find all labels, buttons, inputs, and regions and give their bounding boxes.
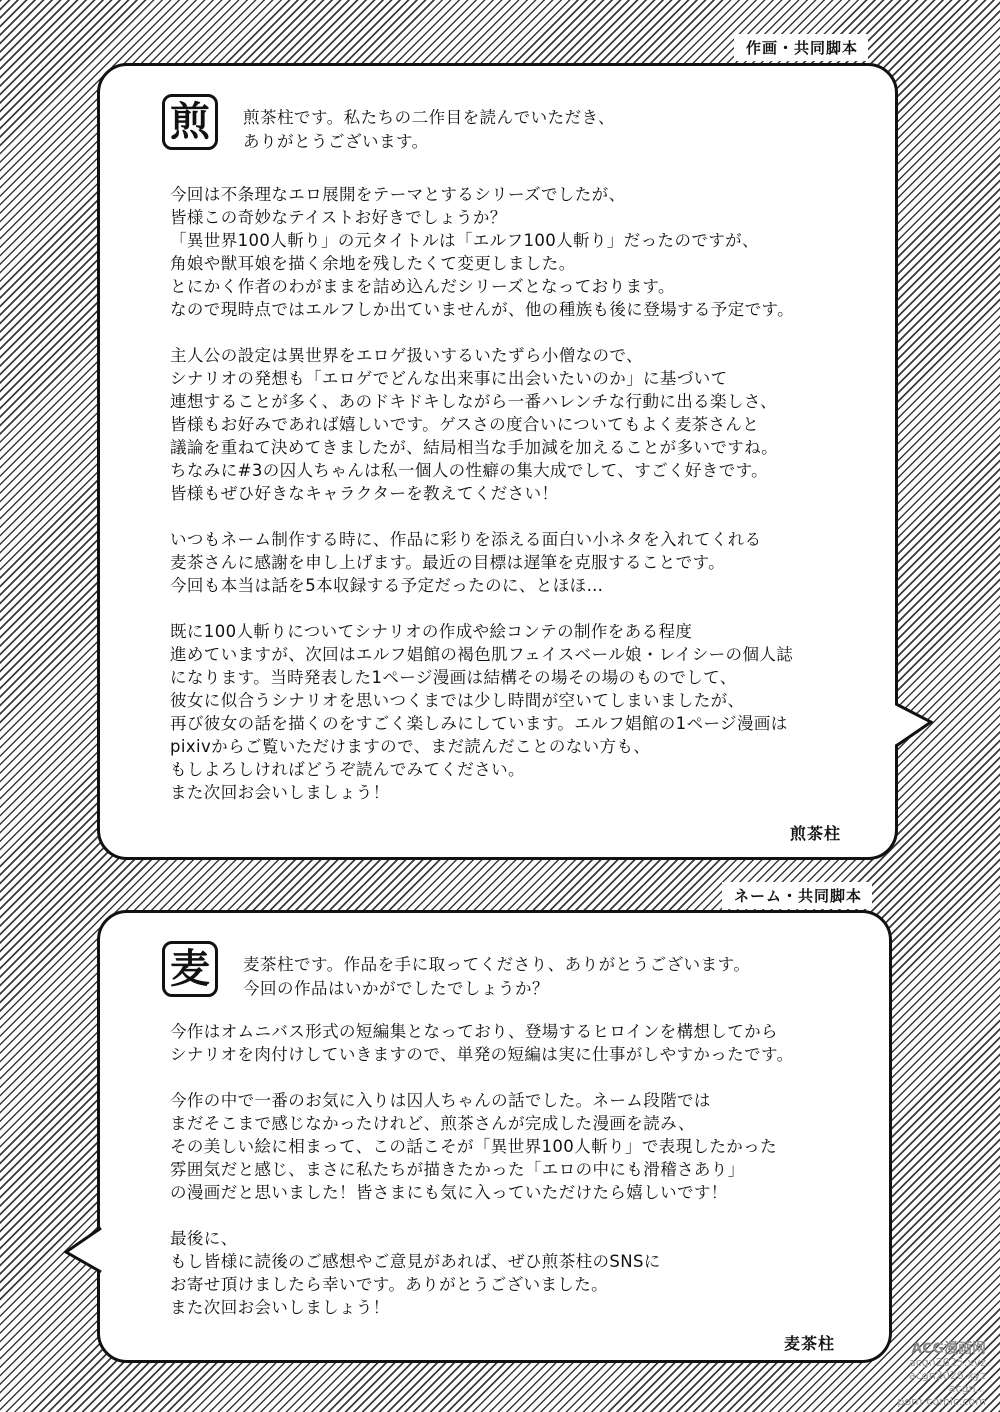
text-line: になります。当時発表した1ページ漫画は結構その場その場のものでして、 — [170, 668, 737, 687]
watermark-line: acgn2025.xyz — [908, 1356, 986, 1369]
text-line: 再び彼女の話を描くのをすごく楽しみにしています。エルフ娼館の1ページ漫画は — [170, 714, 788, 733]
text-line: また次回お会いしましょう！ — [170, 783, 390, 802]
text-line: 麦茶さんに感謝を申し上げます。最近の目標は遅筆を克服することです。 — [170, 553, 726, 572]
bottom-paragraph-1 — [170, 1020, 794, 1066]
text-line: また次回お会いしましょう！ — [170, 1298, 390, 1317]
text-line: もしよろしければどうぞ読んでみてください。 — [170, 760, 525, 779]
watermark-line: acgn... — [948, 1382, 986, 1395]
text-line: いつもネーム制作する時に、作品に彩りを添える面白い小ネタを入れてくれる — [170, 530, 762, 549]
bottom-paragraph-2 — [170, 1089, 794, 1204]
watermark-line: acgn2026.xyz — [908, 1369, 986, 1382]
text-line: 既に100人斬りについてシナリオの作成や絵コンテの制作をある程度 — [170, 622, 693, 641]
text-line: まだそこまで感じなかったけれど、煎茶さんが完成した漫画を読み、 — [170, 1114, 695, 1133]
text-line: ちなみに#3の囚人ちゃんは私一個人の性癖の集大成でして、すごく好きです。 — [170, 461, 769, 480]
bottom-speech-bubble — [97, 910, 892, 1363]
bottom-intro-line: 今回の作品はいかがでしたでしょうか？ — [243, 979, 549, 998]
top-bubble-tail — [893, 702, 935, 750]
text-line: 今回も本当は話を5本収録する予定だったのに、とほほ… — [170, 576, 604, 595]
top-intro-line: ありがとうございます。 — [243, 132, 429, 151]
text-line: 議論を重ねて決めてきましたが、結局相当な手加減を加えることが多いですね。 — [170, 438, 778, 457]
bottom-bubble-tail — [62, 1226, 104, 1274]
text-line: 今回は不条理なエロ展開をテーマとするシリーズでしたが、 — [170, 185, 626, 204]
bottom-paragraph-3 — [170, 1227, 794, 1319]
top-body — [170, 183, 794, 827]
top-section-label: 作画・共同脚本 — [734, 34, 868, 61]
bottom-section-label: ネーム・共同脚本 — [722, 882, 872, 909]
text-line: お寄せ頂けましたら幸いです。ありがとうございました。 — [170, 1275, 609, 1294]
top-paragraph-3 — [170, 528, 794, 597]
text-line: 進めていますが、次回はエルフ娼館の褐色肌フェイスベール娘・レイシーの個人誌 — [170, 645, 794, 664]
bottom-intro — [243, 953, 750, 1001]
text-line: 今作はオムニバス形式の短編集となっており、登場するヒロインを構想してから — [170, 1022, 778, 1041]
text-line: 角娘や獣耳娘を描く余地を残したくて変更しました。 — [170, 254, 576, 273]
text-line: その美しい絵に相まって、この話こそが「異世界100人斬り」で表現したかった — [170, 1137, 777, 1156]
top-paragraph-2 — [170, 344, 794, 505]
bottom-body — [170, 1020, 794, 1342]
bottom-signature: 麦茶柱 — [783, 1334, 835, 1353]
top-speech-bubble — [97, 63, 898, 860]
watermark-line: porn-comic.com — [897, 1395, 986, 1408]
top-intro — [243, 106, 615, 154]
text-line: 皆様もぜひ好きなキャラクターを教えてください！ — [170, 484, 559, 503]
text-line: 彼女に似合うシナリオを思いつくまでは少し時間が空いてしまいましたが、 — [170, 691, 745, 710]
text-line: 最後に、 — [170, 1229, 238, 1248]
text-line: の漫画だと思いました！皆さまにも気に入っていただけたら嬉しいです！ — [170, 1183, 728, 1202]
bottom-author-avatar-glyph: 麦 — [170, 946, 210, 992]
text-line: pixivからご覧いただけますので、まだ読んだことのない方も、 — [170, 737, 651, 756]
top-author-avatar — [162, 94, 218, 150]
site-watermark — [876, 1343, 986, 1408]
text-line: 連想することが多く、あのドキドキしながら一番ハレンチな行動に出る楽しさ、 — [170, 392, 777, 411]
text-line: もし皆様に読後のご感想やご意見があれば、ぜひ煎茶柱のSNSに — [170, 1252, 661, 1271]
text-line: なので現時点ではエルフしか出ていませんが、他の種族も後に登場する予定です。 — [170, 300, 794, 319]
text-line: シナリオの発想も「エロゲでどんな出来事に出会いたいのか」に基づいて — [170, 369, 728, 388]
text-line: 皆様この奇妙なテイストお好きでしょうか？ — [170, 208, 507, 227]
text-line: シナリオを肉付けしていきますので、単発の短編は実に仕事がしやすかったです。 — [170, 1045, 794, 1064]
bottom-intro-line: 麦茶柱です。作品を手に取ってくださり、ありがとうございます。 — [243, 955, 751, 974]
watermark-logo: ACG漫画网 — [911, 1341, 986, 1357]
top-paragraph-4 — [170, 620, 794, 804]
text-line: 皆様もお好みであれば嬉しいです。ゲスさの度合いについてもよく麦茶さんと — [170, 415, 760, 434]
text-line: 「異世界100人斬り」の元タイトルは「エルフ100人斬り」だったのですが、 — [170, 231, 759, 250]
text-line: とにかく作者のわがままを詰め込んだシリーズとなっております。 — [170, 277, 675, 296]
top-paragraph-1 — [170, 183, 794, 321]
top-intro-line: 煎茶柱です。私たちの二作目を読んでいただき、 — [243, 108, 616, 127]
text-line: 主人公の設定は異世界をエロゲ扱いするいたずら小僧なので、 — [170, 346, 643, 365]
top-signature: 煎茶柱 — [789, 824, 841, 843]
bottom-author-avatar — [162, 941, 218, 997]
text-line: 雰囲気だと感じ、まさに私たちが描きたかった「エロの中にも滑稽さあり」 — [170, 1160, 745, 1179]
top-author-avatar-glyph: 煎 — [170, 99, 210, 145]
text-line: 今作の中で一番のお気に入りは囚人ちゃんの話でした。ネーム段階では — [170, 1091, 711, 1110]
